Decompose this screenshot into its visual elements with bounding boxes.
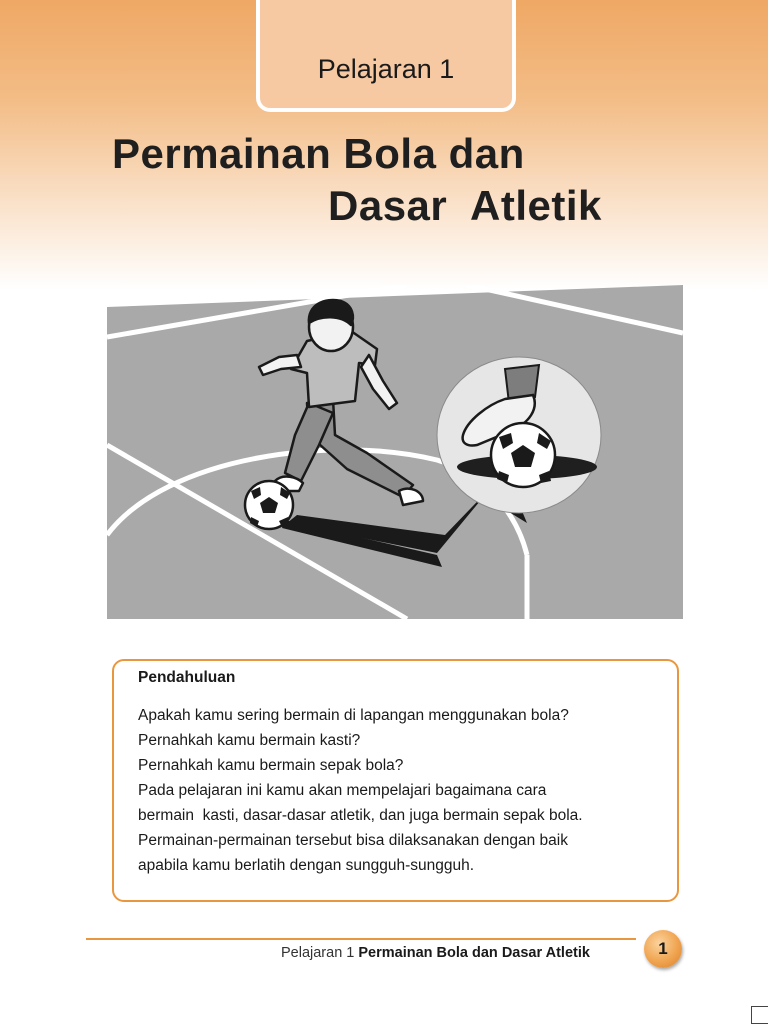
zoom-ball-icon: [491, 423, 555, 487]
chapter-title-line-2: Dasar Atletik: [328, 182, 602, 229]
page-number-badge: 1: [644, 930, 682, 968]
introduction-box: [112, 659, 679, 902]
footer-lesson-prefix: Pelajaran 1: [281, 945, 355, 961]
football-court-illustration: [107, 285, 683, 619]
corner-box: [751, 1006, 768, 1024]
introduction-heading: Pendahuluan: [138, 669, 236, 686]
soccer-ball-icon: [245, 481, 293, 529]
introduction-text: [138, 703, 583, 878]
footer-lesson-title: Permainan Bola dan Dasar Atletik: [358, 945, 590, 961]
chapter-title-line-1: Permainan Bola dan: [112, 130, 525, 177]
introduction-line: Pada pelajaran ini kamu akan mempelajari bagaimana cara: [138, 782, 547, 799]
introduction-line: Pernahkah kamu bermain kasti?: [138, 732, 361, 749]
lesson-tab: [256, 0, 516, 112]
lesson-label: Pelajaran 1: [317, 54, 455, 84]
introduction-line: Pernahkah kamu bermain sepak bola?: [138, 757, 404, 774]
introduction-line: Permainan-permainan tersebut bisa dilaksanakan dengan baik: [138, 832, 568, 849]
introduction-line: Apakah kamu sering bermain di lapangan menggunakan bola?: [138, 707, 569, 724]
introduction-line: apabila kamu berlatih dengan sungguh-sungguh.: [138, 857, 475, 874]
running-footer: [281, 944, 601, 962]
introduction-line: bermain kasti, dasar-dasar atletik, dan juga bermain sepak bola.: [138, 807, 583, 824]
footer-divider: [86, 938, 636, 940]
